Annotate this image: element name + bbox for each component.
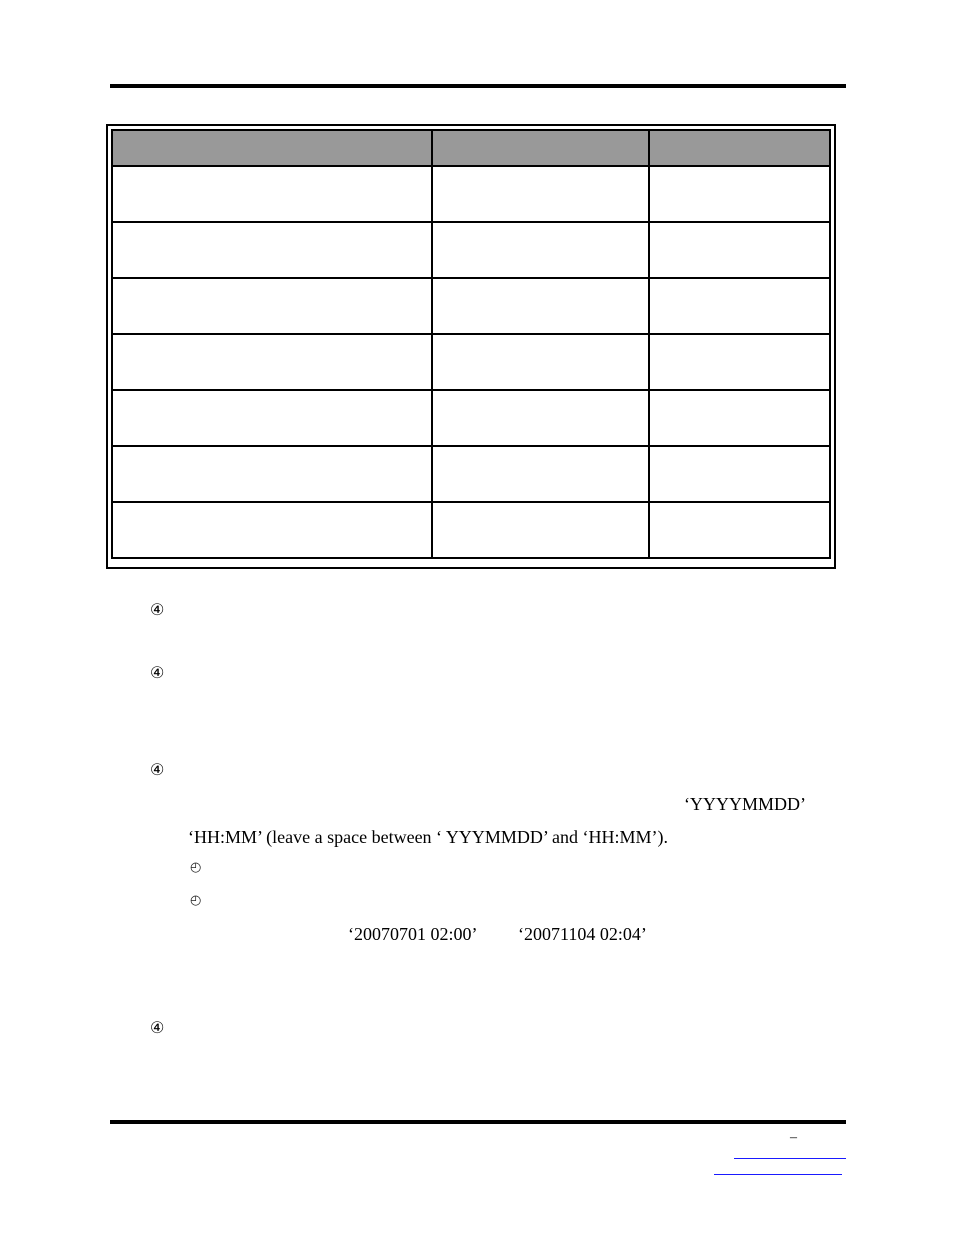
table-row [112,334,830,390]
column-header [432,130,649,166]
circled-four-bullet: ④ [150,762,165,779]
table-cell [649,446,830,502]
footer-dash: – [790,1130,797,1145]
circled-four-bullet: ④ [150,602,165,619]
table-cell [112,502,432,558]
circled-four-bullet: ④ [150,1020,165,1037]
table-cell [649,222,830,278]
example-date-1: ‘20070701 02:00’ [348,924,478,944]
table-header-row [112,130,830,166]
table-cell [112,222,432,278]
table-cell [432,278,649,334]
format-fragment: ‘YYYYMMDD’ [684,794,806,814]
table-cell [432,446,649,502]
table-cell [112,278,432,334]
data-table [106,124,836,569]
format-line: ‘HH:MM’ (leave a space between ‘ YYYMMDD’ and ‘HH:MM’). [188,827,669,847]
table-cell [112,334,432,390]
clock-icon: ◴ [190,859,202,874]
table-row [112,446,830,502]
column-header [112,130,432,166]
table-cell [112,390,432,446]
table-cell [112,166,432,222]
table-cell [432,334,649,390]
footer-rule [110,1120,846,1124]
table-row [112,502,830,558]
table-cell [649,390,830,446]
table-cell [432,222,649,278]
table-cell [432,502,649,558]
table-row [112,278,830,334]
table-cell [432,166,649,222]
footer-link-underline[interactable] [734,1158,846,1159]
table-cell [649,166,830,222]
table-cell [112,446,432,502]
table-row [112,390,830,446]
column-header [649,130,830,166]
table-cell [649,278,830,334]
clock-icon: ◴ [190,892,202,907]
table-cell [432,390,649,446]
circled-four-bullet: ④ [150,665,165,682]
table-cell [649,502,830,558]
footer-link-underline[interactable] [714,1174,842,1175]
table-row [112,222,830,278]
header-rule [110,84,846,88]
table-cell [649,334,830,390]
table-row [112,166,830,222]
example-date-2: ‘20071104 02:04’ [518,924,647,944]
